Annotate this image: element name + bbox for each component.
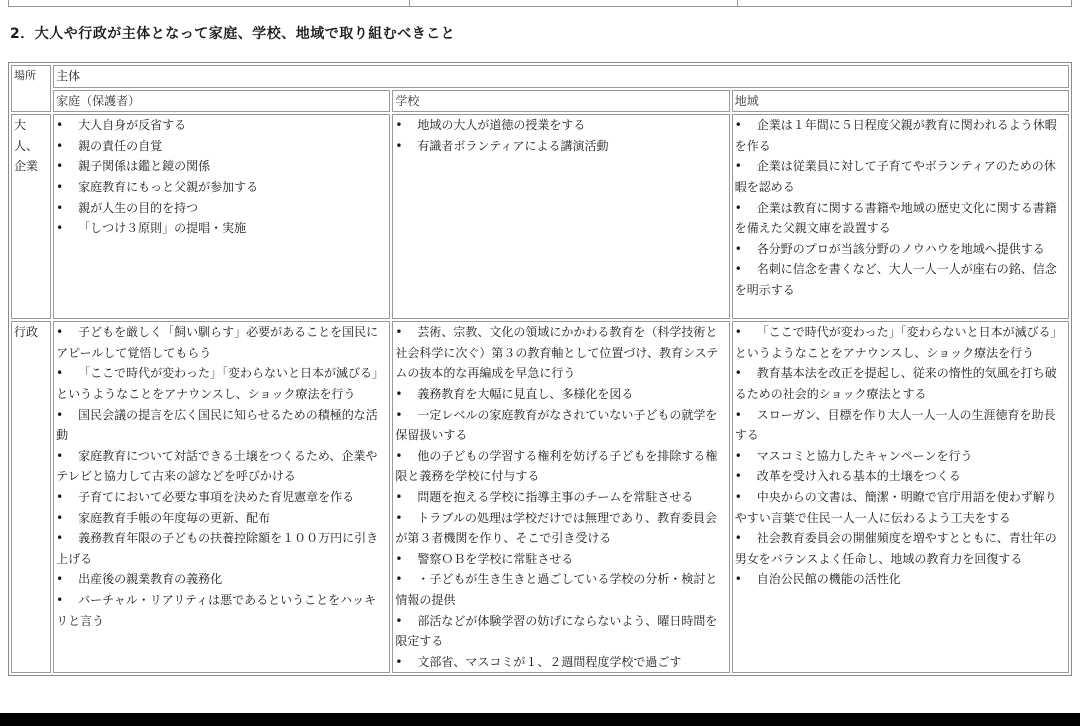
header-row: [11, 65, 1069, 88]
list-item-text: 企業は教育に関する書籍や地域の歴史文化に関する書籍を備えた父親文庫を設置する: [734, 200, 1057, 236]
cell-government-home: [53, 321, 390, 673]
list-item: [56, 528, 387, 569]
list-item: [56, 446, 387, 487]
bullet-icon: [735, 115, 757, 136]
bullet-icon: [395, 405, 417, 426]
list-item: [735, 363, 1066, 404]
list-item: [56, 363, 387, 404]
bullet-icon: [56, 569, 78, 590]
list-item: [56, 218, 387, 239]
bullet-icon: [56, 446, 78, 467]
cell-adults-home: [53, 114, 390, 319]
bullet-icon: [56, 590, 78, 611]
list-item-text: 一定レベルの家庭教育がなされていない子どもの就学を保留扱いする: [395, 407, 718, 443]
list-item: [56, 115, 387, 136]
list-item: [735, 569, 1066, 590]
bullet-icon: [735, 239, 757, 260]
cell-adults-school: [392, 114, 729, 319]
list-item-text: 自治公民館の機能の活性化: [756, 572, 901, 587]
list-item-text: 文部省、マスコミが１、２週間程度学校で過ごす: [417, 654, 682, 669]
list-item-text: 社会教育委員会の開催頻度を増やすとともに、青壮年の男女をバランスよく任命し、地域の教育力を回復する: [734, 531, 1057, 566]
bullet-icon: [56, 487, 78, 508]
cell-adults-community: [732, 114, 1069, 319]
bullet-icon: [56, 156, 78, 177]
list-item: [56, 508, 387, 529]
bullet-icon: [735, 487, 757, 508]
list-item: [395, 384, 726, 405]
bullet-icon: [735, 259, 757, 280]
list-item: [735, 198, 1066, 239]
list-item-text: 家庭教育手帳の年度毎の更新、配布: [78, 510, 271, 525]
list-item-text: 出産後の親業教育の義務化: [78, 572, 223, 587]
list-item-text: マスコミと協力したキャンペーンを行う: [756, 448, 973, 463]
list-item: [56, 198, 387, 219]
list-item-text: ・子どもが生き生きと過ごしている学校の分析・検討と情報の提供: [395, 572, 718, 607]
list-item-text: 芸術、宗教、文化の領域にかかわる教育を（科学技術と社会科学に次ぐ）第３の教育軸として位置づけ、教育システムの抜本的な再編成を早急に行う: [395, 325, 719, 381]
list-item-text: バーチャル・リアリティは悪であるということをハッキリと言う: [56, 592, 377, 628]
bullet-icon: [56, 198, 78, 219]
list-item: [395, 549, 726, 570]
bullet-icon: [56, 136, 78, 157]
bullet-icon: [56, 322, 78, 343]
bullet-icon: [56, 405, 78, 426]
bullet-icon: [735, 446, 757, 467]
list-item: [56, 136, 387, 157]
bullet-icon: [735, 466, 757, 487]
corner-header: 場所: [11, 65, 51, 112]
list-item: [735, 115, 1066, 156]
bullet-icon: [56, 508, 78, 529]
list-item-text: 各分野のプロが当該分野のノウハウを地域へ提供する: [756, 241, 1045, 256]
list-item-text: 国民会議の提言を広く国民に知らせるための積極的な活動: [56, 407, 378, 443]
bullet-icon: [56, 363, 78, 384]
list-item: [56, 590, 387, 631]
bullet-icon: [735, 569, 757, 590]
bullet-icon: [395, 549, 417, 570]
bullet-icon: [395, 652, 417, 673]
subject-header: 主体: [53, 65, 1069, 88]
list-item-text: 中央からの文書は、簡潔・明瞭で官庁用語を使わず解りやすい言葉で住民一人一人に伝わるよう工夫をする: [734, 489, 1057, 525]
list-item-text: 企業は１年間に５日程度父親が教育に関われるよう休暇を作る: [734, 118, 1057, 153]
list-item-text: 企業は従業員に対して子育てやボランティアのための休暇を認める: [734, 159, 1056, 194]
column-header-row: [11, 90, 1069, 113]
list-item-text: 子どもを厳しく「飼い馴らす」必要があることを国民にアピールして覚悟してもらう: [56, 325, 379, 360]
section-heading: 2．大人や行政が主体となって家庭、学校、地域で取り組むべきこと: [10, 26, 456, 42]
bullet-icon: [395, 322, 417, 343]
list-item-text: 問題を抱える学校に指導主事のチームを常駐させる: [417, 489, 694, 504]
list-item-text: 親が人生の目的を持つ: [78, 200, 199, 215]
list-item: [56, 487, 387, 508]
list-item: [56, 569, 387, 590]
list-item-text: 親の責任の自覚: [78, 138, 163, 153]
row-label-adults: 大人、企業: [11, 114, 51, 319]
column-header-school: 学校: [392, 90, 729, 113]
list-item-text: 部活などが体験学習の妨げにならないよう、曜日時間を限定する: [395, 613, 718, 649]
bullet-icon: [735, 198, 757, 219]
list-item: [395, 322, 726, 384]
bullet-icon: [56, 218, 78, 239]
row-label-government: 行政: [11, 321, 51, 673]
list-item-text: 大人自身が反省する: [78, 118, 187, 133]
bullet-icon: [56, 528, 78, 549]
list-item: [395, 508, 726, 549]
bullet-icon: [735, 405, 757, 426]
list-item-text: 名刺に信念を書くなど、大人一人一人が座右の銘、信念を明示する: [734, 262, 1057, 297]
list-item: [735, 466, 1066, 487]
cell-government-school: [392, 321, 729, 673]
responsibility-table: [8, 62, 1072, 676]
bullet-icon: [395, 569, 417, 590]
cell-government-community: [732, 321, 1069, 673]
list-item: [56, 156, 387, 177]
list-item-text: 義務教育を大幅に見直し、多様化を図る: [417, 386, 634, 401]
list-item: [56, 405, 387, 446]
bullet-icon: [395, 136, 417, 157]
bottom-bar: [0, 713, 1080, 726]
list-item: [395, 136, 726, 157]
list-item: [395, 611, 726, 652]
column-header-home: 家庭（保護者）: [53, 90, 390, 113]
bullet-icon: [395, 384, 417, 405]
bullet-icon: [395, 611, 417, 632]
list-item: [735, 446, 1066, 467]
list-item: [395, 405, 726, 446]
list-item-text: 警察ＯＢを学校に常駐させる: [417, 551, 574, 566]
list-item-text: 家庭教育について対話できる土壌をつくるため、企業やテレビと協力して古来の諺などを呼びかける: [56, 448, 378, 484]
list-item-text: 義務教育年限の子どもの扶養控除額を１００万円に引き上げる: [56, 531, 379, 566]
list-item: [735, 405, 1066, 446]
list-item-text: 「ここで時代が変わった」「変わらないと日本が滅びる」というようなことをアナウンスし、ショック療法を行う: [56, 366, 385, 401]
table-row: [11, 321, 1069, 673]
list-item-text: 地域の大人が道徳の授業をする: [417, 118, 586, 133]
list-item-text: 子育てにおいて必要な事項を決めた育児憲章を作る: [78, 489, 355, 504]
table-row: [11, 114, 1069, 319]
bullet-icon: [735, 322, 757, 343]
list-item-text: 「ここで時代が変わった」「変わらないと日本が滅びる」というようなことをアナウンスし、ショック療法を行う: [734, 325, 1063, 360]
list-item-text: 他の子どもの学習する権利を妨げる子どもを排除する権限と義務を学校に付与する: [395, 448, 718, 484]
bullet-icon: [56, 177, 78, 198]
list-item: [735, 528, 1066, 569]
list-item: [395, 446, 726, 487]
list-item: [735, 487, 1066, 528]
list-item-text: スローガン、目標を作り大人一人一人の生涯徳育を助長する: [734, 407, 1056, 443]
list-item: [395, 487, 726, 508]
list-item: [395, 652, 726, 673]
bullet-icon: [395, 487, 417, 508]
list-item: [56, 322, 387, 363]
list-item: [735, 156, 1066, 197]
bullet-icon: [395, 115, 417, 136]
bullet-icon: [735, 156, 757, 177]
bullet-icon: [735, 528, 757, 549]
list-item-text: トラブルの処理は学校だけでは無理であり、教育委員会が第３者機関を作り、そこで引き受ける: [395, 510, 717, 546]
bullet-icon: [395, 508, 417, 529]
list-item-text: 教育基本法を改正を提起し、従来の惰性的気風を打ち破るための社会的ショック療法とする: [734, 366, 1057, 401]
list-item: [735, 322, 1066, 363]
list-item: [56, 177, 387, 198]
bullet-icon: [395, 446, 417, 467]
list-item-text: 「しつけ３原則」の提唱・実施: [78, 221, 247, 236]
list-item-text: 有識者ボランティアによる講演活動: [417, 138, 609, 153]
list-item-text: 改革を受け入れる基本的土壌をつくる: [756, 469, 961, 484]
list-item: [395, 115, 726, 136]
list-item: [395, 569, 726, 610]
column-header-community: 地域: [732, 90, 1069, 113]
bullet-icon: [735, 363, 757, 384]
list-item: [735, 259, 1066, 300]
bullet-icon: [56, 115, 78, 136]
list-item-text: 家庭教育にもっと父親が参加する: [78, 179, 259, 194]
previous-table-edge: [8, 0, 1072, 7]
list-item: [735, 239, 1066, 260]
list-item-text: 親子関係は鑑と鏡の関係: [78, 159, 211, 174]
